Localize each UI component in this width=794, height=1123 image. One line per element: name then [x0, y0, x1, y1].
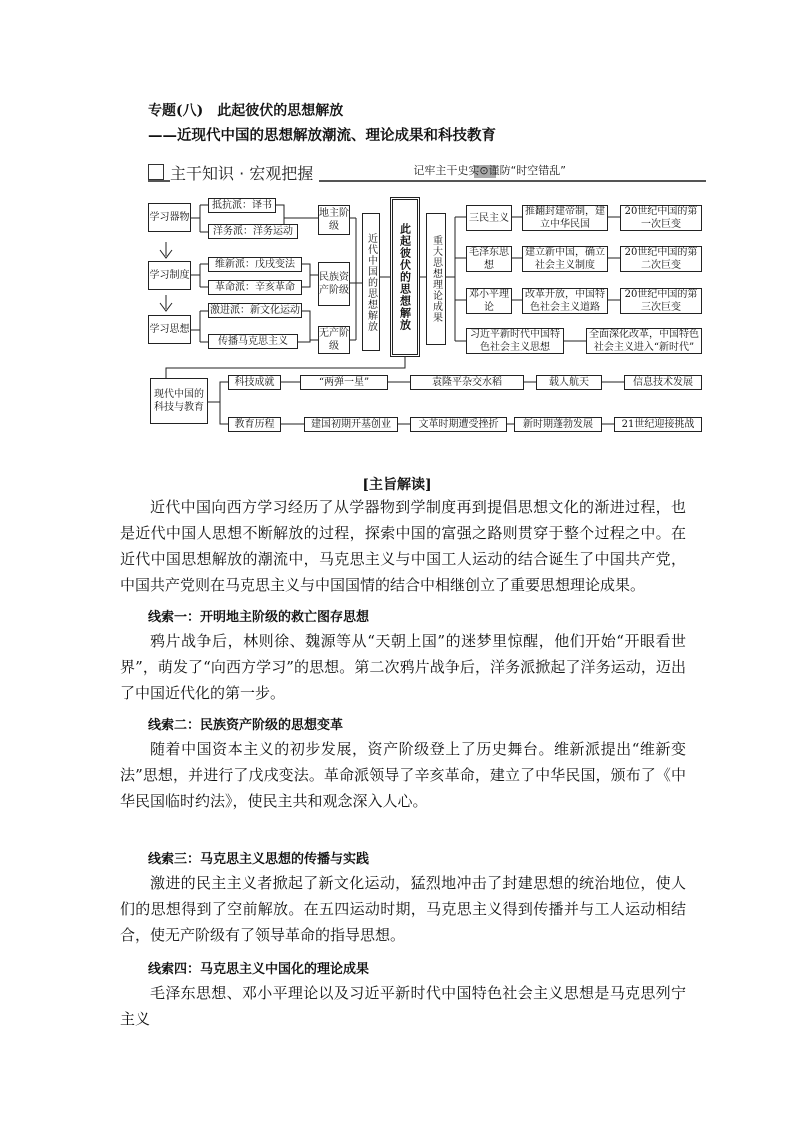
- class-box: 民族资产阶级: [318, 262, 350, 306]
- section-heading: [主旨解读]: [362, 477, 432, 493]
- theory-box: [426, 213, 446, 345]
- group-box: 抵抗派：译书: [208, 198, 276, 213]
- modern-thought-box: [362, 213, 380, 351]
- doc-title: 专题(八) 此起彼伏的思想解放: [148, 103, 344, 119]
- banner-label: 主干知识 · 宏观把握: [170, 161, 319, 184]
- theory-content-box: 全面深化改革，中国特色社会主义进入“新时代”: [586, 328, 702, 354]
- center-label: 此起彼伏的思想解放: [398, 223, 412, 331]
- group-box: 革命派：辛亥革命: [208, 280, 302, 295]
- theory-content-box: 推翻封建帝制，建立中华民国: [522, 205, 608, 231]
- edu-item-box: 建国初期开基创业: [304, 417, 398, 432]
- clue-title: 线索二：民族资产阶级的思想变革: [148, 718, 344, 733]
- tech-item-box: 信息技术发展: [624, 375, 702, 390]
- sci-edu-box: 现代中国的科技与教育: [150, 378, 208, 424]
- stage-box: 学习器物: [148, 203, 191, 232]
- intro-paragraph: 近代中国向西方学习经历了从学器物到学制度再到提倡思想文化的渐进过程，也是近代中国人思想不断解放的过程，探索中国的富强之路则贯穿于整个过程之中。在近代中国思想解放的潮流中，马克思主义与中国工人运动的结合诞生了中国共产党，中国共产党则在马克思主义与中国国情的结合中相继创立了重要思想理论成果。: [120, 498, 686, 594]
- theory-name-box: 毛泽东思想: [466, 246, 512, 272]
- theory-label: 重大思想理论成果: [430, 235, 442, 323]
- group-box: 维新派：戊戌变法: [208, 257, 302, 272]
- modern-thought-label: 近代中国的思想解放: [365, 232, 377, 332]
- tech-item-box: 载人航天: [536, 375, 602, 390]
- concept-map: [0, 0, 794, 440]
- clue-paragraph: 鸦片战争后，林则徐、魏源等从“天朝上国”的迷梦里惊醒，他们开始“开眼看世界”，萌发了“向西方学习”的思想。第二次鸦片战争后，洋务派掀起了洋务运动，迈出了中国近代化的第一步。: [120, 632, 686, 702]
- doc-subtitle: ——近现代中国的思想解放潮流、理论成果和科技教育: [148, 127, 496, 144]
- clue-paragraph: 毛泽东思想、邓小平理论以及习近平新时代中国特色社会主义思想是马克思列宁主义: [120, 984, 686, 1028]
- clue-paragraph: 激进的民主主义者掀起了新文化运动，猛烈地冲击了封建思想的统治地位，使人们的思想得到了空前解放。在五四运动时期，马克思主义得到传播并与工人运动相结合，使无产阶级有了领导革命的指导思想。: [120, 874, 686, 944]
- theory-change-box: 20世纪中国的第一次巨变: [620, 205, 702, 231]
- theory-name-box: 习近平新时代中国特色社会主义思想: [466, 328, 564, 354]
- clue-title: 线索一：开明地主阶级的救亡图存思想: [148, 610, 370, 625]
- center-box: [390, 197, 420, 357]
- class-box: 无产阶级: [319, 328, 349, 352]
- class-box: 地主阶级: [318, 205, 350, 235]
- theory-content-box: 建立新中国，确立社会主义制度: [522, 246, 608, 272]
- edu-label-box: 教育历程: [228, 417, 281, 432]
- tech-item-box: “两弹一星”: [300, 375, 388, 390]
- theory-content-box: 改革开放，中国特色社会主义道路: [522, 288, 608, 314]
- group-box: 激进派：新文化运动: [210, 305, 300, 316]
- tech-label-box: 科技成就: [228, 375, 281, 390]
- clue-title: 线索三：马克思主义思想的传播与实践: [148, 852, 370, 867]
- theory-change-box: 20世纪中国的第三次巨变: [620, 288, 702, 314]
- theory-change-box: 20世纪中国的第二次巨变: [620, 246, 702, 272]
- stage-box: 学习制度: [148, 261, 191, 290]
- clue-paragraph: 随着中国资本主义的初步发展，资产阶级登上了历史舞台。维新派提出“维新变法”思想，并进行了戊戌变法。革命派领导了辛亥革命，建立了中华民国，颁布了《中华民国临时约法》，使民主共和观念深入人心。: [120, 740, 686, 810]
- clue-title: 线索四：马克思主义中国化的理论成果: [148, 962, 370, 977]
- group-box: 传播马克思主义: [208, 334, 298, 349]
- edu-item-box: 文革时期遭受挫折: [410, 417, 507, 432]
- theory-name-box: 邓小平理论: [466, 288, 512, 314]
- group-box: 洋务派：洋务运动: [208, 224, 298, 239]
- banner-hint: 记牢主干史实⊙谨防“时空错乱”: [413, 164, 566, 177]
- edu-item-box: 21世纪迎接挑战: [614, 417, 702, 432]
- edu-item-box: 新时期蓬勃发展: [514, 417, 602, 432]
- tech-item-box: 袁隆平杂交水稻: [410, 375, 524, 390]
- stage-box: 学习思想: [148, 315, 191, 344]
- theory-name-box: 三民主义: [466, 205, 512, 231]
